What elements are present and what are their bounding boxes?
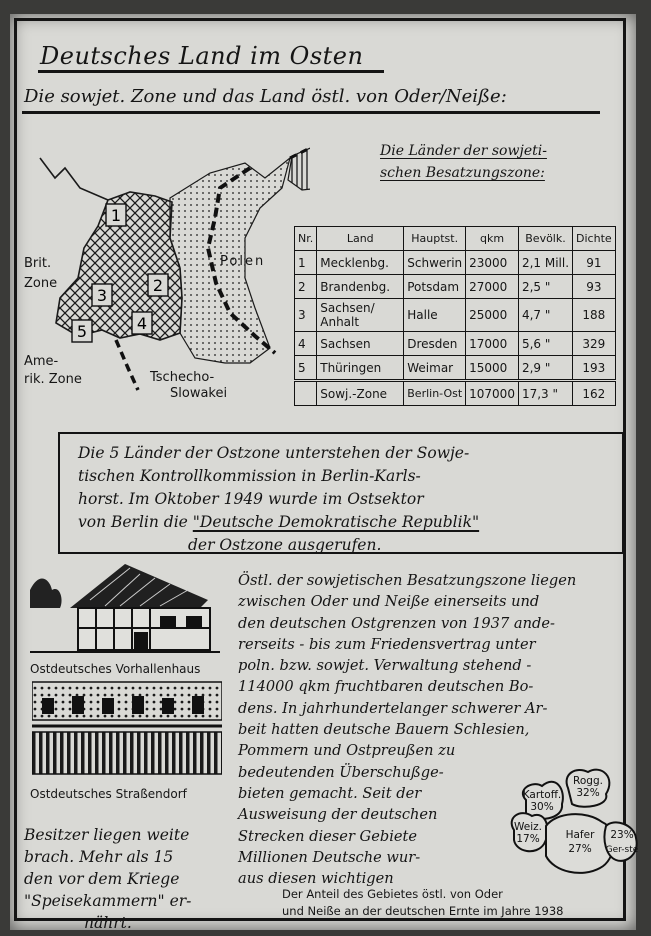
header-dichte: Dichte <box>573 227 616 251</box>
cell: 107000 <box>466 381 519 406</box>
table-row <box>295 356 616 381</box>
cell: 4 <box>295 332 317 356</box>
house-caption: Ostdeutsches Vorhallenhaus <box>30 662 201 676</box>
cell: Halle <box>404 299 466 332</box>
laender-table <box>294 226 616 406</box>
village-illustration <box>32 678 222 782</box>
harvest-label-gerste: Ger-ste <box>605 845 639 855</box>
strassendorf-drawing <box>32 678 222 778</box>
cell: Mecklenbg. <box>317 251 404 275</box>
table-row <box>295 275 616 299</box>
body-line: Millionen Deutsche wur- <box>238 848 421 866</box>
cell: 2 <box>295 275 317 299</box>
header-qkm: qkm <box>466 227 519 251</box>
table-header-row <box>295 227 616 251</box>
harvest-value-kartoffel: 30% <box>530 801 554 813</box>
harvest-label-roggen: Rogg. <box>573 775 603 787</box>
cell: 5,6 " <box>518 332 572 356</box>
land-number-1: 1 <box>110 206 122 225</box>
zone-map <box>20 118 310 412</box>
harvest-label-kartoffel: Kartoff. <box>522 789 562 801</box>
harvest-value-roggen: 32% <box>576 787 600 799</box>
harvest-label-hafer: Hafer <box>565 829 595 841</box>
header-land: Land <box>317 227 404 251</box>
cell: Thüringen <box>317 356 404 381</box>
cell: 3 <box>295 299 317 332</box>
harvest-sacks <box>506 760 646 890</box>
title-underline <box>38 70 384 73</box>
cell: 329 <box>573 332 616 356</box>
cell: Sowj.-Zone <box>317 381 404 406</box>
cell: Sachsen <box>317 332 404 356</box>
harvest-illustration <box>506 760 646 894</box>
harvest-caption-line1: Der Anteil des Gebietes östl. von Oder <box>282 887 503 901</box>
body-line: bieten gemacht. Seit der <box>238 784 422 802</box>
body-line: den vor dem Kriege <box>24 870 180 888</box>
body-line: nährt. <box>84 914 132 932</box>
cell: Berlin-Ost <box>404 381 466 406</box>
land-number-3: 3 <box>96 286 108 305</box>
cell: 17,3 " <box>518 381 572 406</box>
page-title: Deutsches Land im Osten <box>40 42 364 70</box>
cell <box>295 381 317 406</box>
body-line: Strecken dieser Gebiete <box>238 827 417 845</box>
cell: Dresden <box>404 332 466 356</box>
table-total-row <box>295 381 616 406</box>
note-line <box>78 511 604 534</box>
cell: 4,7 " <box>518 299 572 332</box>
cell: 5 <box>295 356 317 381</box>
table-row <box>295 332 616 356</box>
header-hauptst: Hauptst. <box>404 227 466 251</box>
cell: 2,1 Mill. <box>518 251 572 275</box>
cell: 17000 <box>466 332 519 356</box>
label-tschecho-1: Tschecho- <box>150 370 215 385</box>
subtitle-underline <box>22 111 600 114</box>
note-line: horst. Im Oktober 1949 wurde im Ostsektor <box>78 490 424 508</box>
body-line: Östl. der sowjetischen Besatzungszone liegen <box>238 572 577 589</box>
body-text-left <box>24 824 254 934</box>
harvest-label-weizen: Weiz. <box>514 821 542 833</box>
ddr-name: "Deutsche Demokratische Republik" <box>192 513 480 531</box>
harvest-value-weizen: 17% <box>516 833 540 845</box>
cell: Weimar <box>404 356 466 381</box>
harvest-value-gerste: 23% <box>610 829 634 841</box>
cell: 162 <box>573 381 616 406</box>
cell: 25000 <box>466 299 519 332</box>
label-brit-zone-2: Zone <box>24 276 58 291</box>
baltic-coast <box>40 158 108 200</box>
village-caption: Ostdeutsches Straßendorf <box>30 787 187 801</box>
table-heading-line2: schen Besatzungszone: <box>380 165 545 181</box>
cell: 27000 <box>466 275 519 299</box>
land-number-4: 4 <box>136 314 148 333</box>
note-box <box>58 432 624 554</box>
table-heading <box>380 140 610 184</box>
table-row <box>295 299 616 332</box>
east-prussia <box>288 146 310 190</box>
page-subtitle: Die sowjet. Zone und das Land östl. von Oder/Neiße: <box>24 86 507 107</box>
body-line: "Speisekammern" er- <box>24 892 192 910</box>
cell: Potsdam <box>404 275 466 299</box>
note-line: Die 5 Länder der Ostzone unterstehen der Sowje- <box>78 444 470 462</box>
note-line: der Ostzone ausgerufen. <box>188 536 382 554</box>
harvest-caption-line2: und Neiße an der deutschen Ernte im Jahre 1938 <box>282 904 564 918</box>
body-line: zwischen Oder und Neiße einerseits und <box>238 593 540 611</box>
header-bevoelk: Bevölk. <box>518 227 572 251</box>
land-number-2: 2 <box>152 276 164 295</box>
cell: 1 <box>295 251 317 275</box>
cell: 2,9 " <box>518 356 572 381</box>
body-line: dens. In jahrhundertelanger schwerer Ar- <box>238 699 548 717</box>
land-number-5: 5 <box>76 322 88 341</box>
body-line: Besitzer liegen weite <box>24 826 190 844</box>
cell: 193 <box>573 356 616 381</box>
cell: 2,5 " <box>518 275 572 299</box>
body-line: bedeutenden Überschußge- <box>238 763 444 781</box>
label-tschecho-2: Slowakei <box>170 386 228 401</box>
body-line: poln. bzw. sowjet. Verwaltung stehend - <box>238 657 532 675</box>
body-line: den deutschen Ostgrenzen von 1937 ande- <box>238 614 555 632</box>
note-line: tischen Kontrollkommission in Berlin-Karls- <box>78 467 421 485</box>
cell: 188 <box>573 299 616 332</box>
body-line: aus diesen wichtigen <box>238 870 394 888</box>
body-line: brach. Mehr als 15 <box>24 848 174 866</box>
cell: Sachsen/ Anhalt <box>317 299 404 332</box>
header-nr: Nr. <box>295 227 317 251</box>
label-amerik-zone-1: Ame- <box>24 354 59 369</box>
cell: Brandenbg. <box>317 275 404 299</box>
body-line: Pommern und Ostpreußen zu <box>238 742 456 760</box>
map-drawing <box>20 118 310 408</box>
table-row <box>295 251 616 275</box>
vorhallenhaus-drawing <box>30 560 220 660</box>
house-illustration <box>30 560 220 664</box>
table-heading-line1: Die Länder der sowjeti- <box>380 143 547 159</box>
body-line: beit hatten deutsche Bauern Schlesien, <box>238 721 530 739</box>
label-polen: Polen <box>220 254 266 269</box>
cell: 23000 <box>466 251 519 275</box>
cell: 15000 <box>466 356 519 381</box>
body-line: rerseits - bis zum Friedensvertrag unter <box>238 635 536 653</box>
harvest-caption <box>282 886 564 920</box>
harvest-value-hafer: 27% <box>568 843 592 855</box>
southern-border <box>116 340 138 390</box>
cell: Schwerin <box>404 251 466 275</box>
label-brit-zone-1: Brit. <box>24 256 52 271</box>
cell: 93 <box>573 275 616 299</box>
body-line: 114000 qkm fruchtbaren deutschen Bo- <box>238 678 534 696</box>
label-amerik-zone-2: rik. Zone <box>24 372 82 387</box>
cell: 91 <box>573 251 616 275</box>
note-text: von Berlin die <box>78 513 193 531</box>
body-line: Ausweisung der deutschen <box>238 806 438 824</box>
